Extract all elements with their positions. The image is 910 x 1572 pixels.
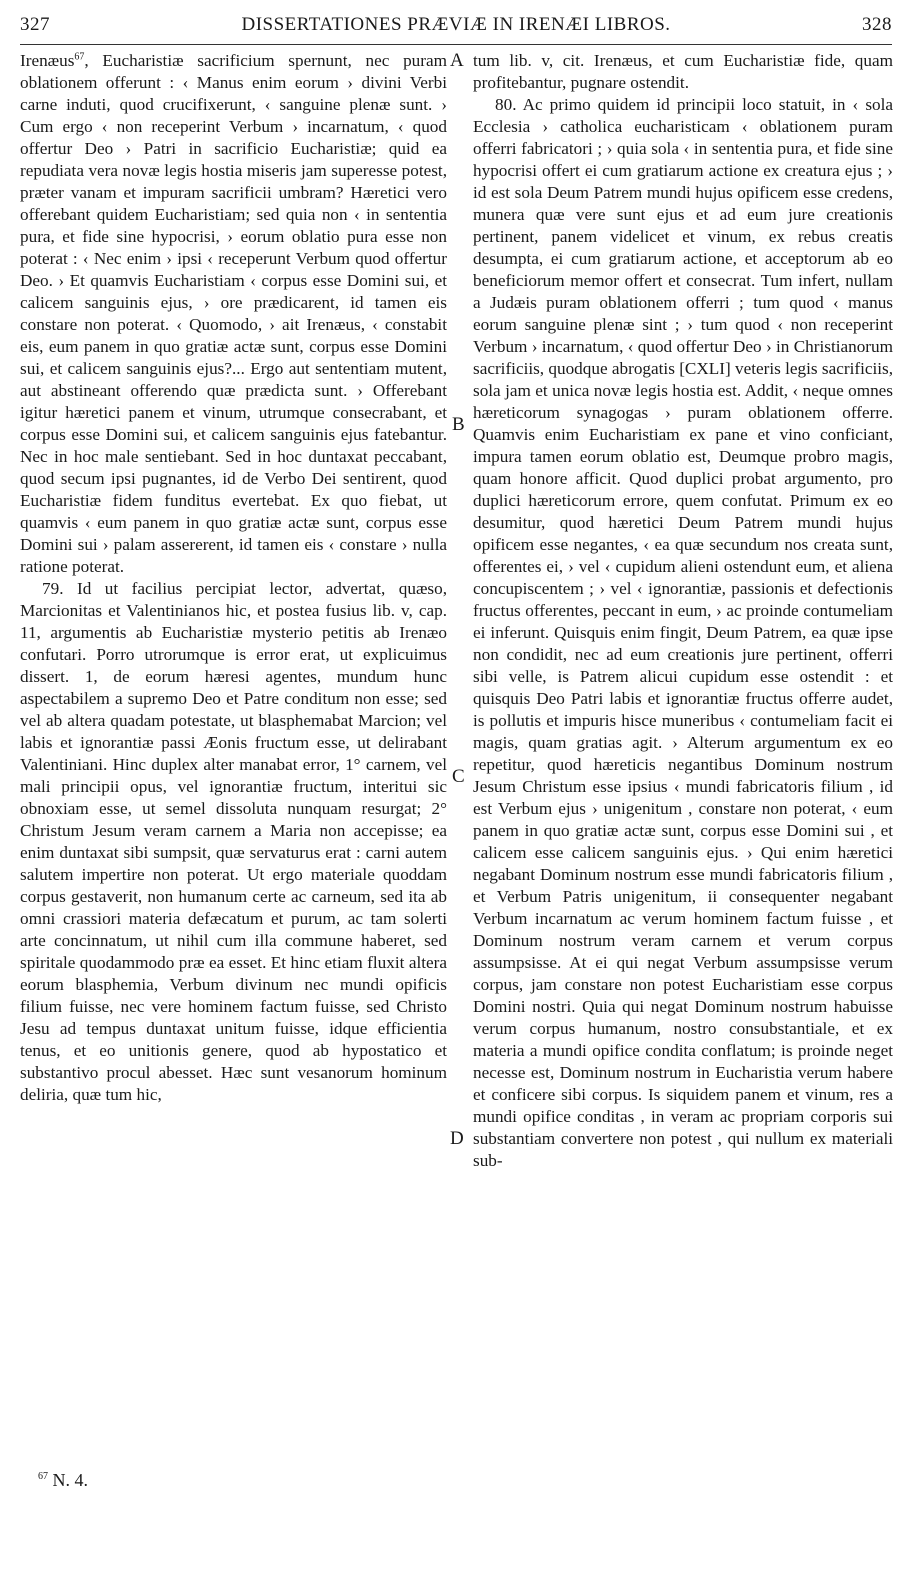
left-page-number: 327 <box>20 14 50 35</box>
margin-marker-a: A <box>450 50 464 71</box>
paragraph-start: Irenæus <box>20 51 75 70</box>
footnote <box>38 1470 88 1491</box>
paragraph-80: 80. Ac primo quidem id principii loco statuit, in ‹ sola Ecclesia › catholica eucharisticam ‹ oblationem puram offerri fabricatori ; › quia sola ‹ in sententia pura, et fide sine hypocrisi offert ei cum gratiarum actione ex creatura ejus ; › id est sola Deum Patrem mundi hujus opificem esse credens, munera quæ vere sunt ejus et ad eum jure creationis pertinent, panem videlicet et vinum, ex rebus creatis desumpta, ei cum gratiarum actione, et acceptorum ab eo beneficiorum memor offert et consecrat. Tum infert, nullam a Judæis puram oblationem offerri ; tum quod ‹ manus eorum sanguine plenæ sint ; › tum quod ‹ non receperint Verbum › incarnatum, ‹ quod offertur Deo › in Christianorum sacrificiis, quodque abrogatis [CXLI] veteris legis sacrificiis, sola jam et unica novæ legis hostia est. Addit, ‹ neque omnes hæreticorum synagogas › puram oblationem offerre. Quamvis enim Eucharistiam ex pane et vino conficiant, impura tamen eorum oblatio est, Deumque probro magis, quam honore afficit. Quod duplici probat argumento, pro duplici hæreticorum errore, quem confutat. Primum ex eo desumitur, quod hæretici Deum Patrem mundi hujus opificem esse negantes, ‹ ea quæ secundum nos creata sunt, offerentes ei, › vel ‹ cupidum alieni ostendunt eum, et aliena concupiscentem ; › vel ‹ ignorantiæ, passionis et defectionis fructus offerentes, peccant in eum, › ac proinde contumeliam ei inferunt. Quisquis enim fingit, Deum Patrem, ea quæ ipse non condidit, nec ad eum creationis jure pertinent, offerri sibi velle, is Patrem alicui cupidum esse ostendit : et quisquis Deo Patri labis et ignorantiæ fructus offerre audet, is pollutis et impuris hisce muneribus ‹ contumeliam facit ei magis, quam gratias agit. › Alterum argumentum ex eo repetitur, quod hæreticis negantibus Dominum nostrum Jesum Christum esse ipsius ‹ mundi fabricatoris filium , id est Verbum ejus › unigenitum , constare non poterat, ‹ eum panem in quo gratiæ actæ sunt, corpus esse Domini sui , et calicem esse calicem sanguinis ejus. › Qui enim hæretici negabant Dominum nostrum esse mundi fabricatoris filium , et Verbum Patris unigenitum, ii consequenter negabant Verbum incarnatum ac verum hominem factum fuisse , et Dominum nostrum veram carnem et verum corpus assumpsisse. At ei qui negat Verbum assumpsisse verum corpus, jam constare non potest Eucharistiam esse corpus Domini nostri. Quia qui negat Dominum nostrum habuisse verum corpus humanum, nostro consubstantiale, et ex materia a mundi opifice condita conflatum; is proinde neget necesse est, Dominum nostrum in Eucharistia verum habere et conficere sibi corpus. Is siquidem panem et vinum, res a mundi opifice conditas , in veram ac propriam corporis sui substantiam convertere non potest , qui nullum ex materiali sub- <box>473 95 894 1170</box>
paragraph-continued-right: tum lib. v, cit. Irenæus, et cum Eucharistiæ fide, quam profitebantur, pugnare ostendit. <box>473 51 893 92</box>
right-page-number: 328 <box>862 14 892 35</box>
footnote-reference: 67 <box>74 51 85 63</box>
header-rule <box>20 44 892 45</box>
left-column <box>20 50 447 1106</box>
paragraph-79: 79. Id ut facilius percipiat lector, advertat, quæso, Marcionitas et Valentinianos hic, et postea fusius lib. v, cap. 11, argumentis ab Eucharistiæ mysterio petitis ab Irenæo confutari. Porro utrorumque is error erat, ut explicuimus dissert. 1, de eorum hæresi agentes, mundum hunc aspectabilem a supremo Deo et Patre conditum non esse; sed vel ab altera quadam potestate, ut blasphemabat Marcion; vel labis et ignorantiæ passi Æonis fructum esse, ut delirabant Valentiniani. Hinc duplex alter manabat error, 1° carnem, vel mali principii opus, vel ignorantiæ fructum, interitui sic obnoxiam esse, ut semel dissoluta nunquam resurgat; 2° Christum Jesum veram carnem a Maria non accepisse; ea enim duntaxat sibi sumpsit, quæ servaturus erat : carni autem salutem impertire non poterat. Ut ergo materiale quoddam corpus gestaverit, non humanum certe ac carneum, sed ita ab omni crassiori materia defæcatum et purum, ac tam solerti arte concinnatum, ut nihil cum illa commune haberet, sed spiritale quodammodo præ ea esset. Et hinc etiam fluxit altera eorum blasphemia, Verbum divinum nec mundi opificis filium fuisse, nec vere hominem factum fuisse, sed Christo Jesu ad tempus duntaxat unitum fuisse, idque efficientia tenus, et eo unitionis genere, quod ab hypostatico et substantivo procul abesset. Hæc sunt vesanorum hominum deliria, quæ tum hic, <box>20 579 447 1104</box>
margin-marker-d: D <box>450 1128 464 1149</box>
running-head: DISSERTATIONES PRÆVIÆ IN IRENÆI LIBROS. <box>241 14 671 35</box>
margin-marker-c: C <box>452 766 465 787</box>
margin-marker-b: B <box>452 414 465 435</box>
right-column <box>473 50 893 1172</box>
paragraph-text: , Eucharistiæ sacrificium spernunt, nec puram oblationem offerunt : ‹ Manus enim eorum › divini Verbi carne induti, quod crucifixerunt, ‹ sanguine plenæ sunt. › Cum ergo ‹ non receperint Verbum › incarnatum, ‹ quod offertur Deo › Patri in sacrificio Eucharistiæ; quid ea repudiata vera novæ legis hostia miseris jam superesse potest, præter vanam et impuram sacrificii umbram? Hæretici vero offerebant quidem Eucharistiam; sed quia non ‹ in sententia pura, et fide sine hypocrisi, › eorum oblatio pura esse non poterat : ‹ Nec enim › ipsi ‹ receperunt Verbum quod offertur Deo. › Et quamvis Eucharistiam ‹ corpus esse Domini sui, et calicem sanguinis ejus, › ore prædicarent, id tamen eis constare non poterat. ‹ Quomodo, › ait Irenæus, ‹ constabit eis, eum panem in quo gratiæ actæ sunt, corpus esse Domini sui, et calicem sanguinis ejus?... Ergo aut sententiam mutent, aut abstineant offerendo quæ prædicta sunt. › Offerebant igitur hæretici panem et vinum, utrumque consecrabant, et corpus esse Domini sui, et calicem sanguinis ejus fatebantur. Nec in hoc male sentiebant. Sed in hoc duntaxat peccabant, quod secum ipsi pugnantes, id de Verbo Dei sentirent, quod Eucharistiæ fidem funditus evertebat. Ex quo fiebat, ut quamvis ‹ eum panem in quo gratiæ actæ sunt, corpus esse Domini sui › palam assererent, id tamen eis ‹ constare › nulla ratione poterat. <box>20 51 447 576</box>
footnote-marker: 67 <box>38 1471 48 1482</box>
paragraph-continued <box>20 50 447 578</box>
footnote-text: N. 4. <box>48 1470 88 1490</box>
page-header <box>20 14 892 42</box>
